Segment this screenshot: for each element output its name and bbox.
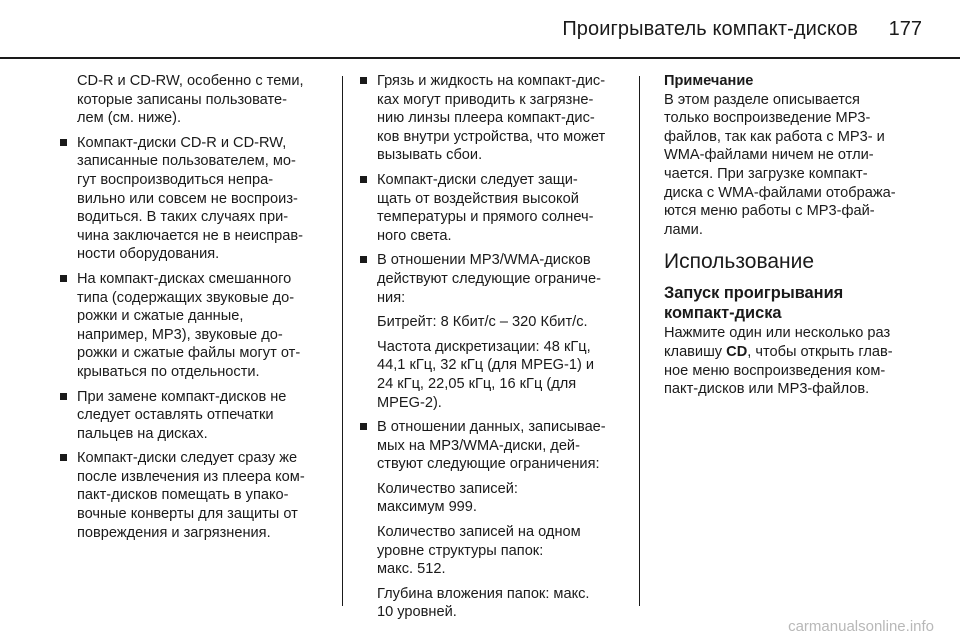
instruction-paragraph: Нажмите один или несколько раз клавишу CD, чтобы открыть глав- ное меню воспроизведения ком- пакт-дисков или MP3-файлов. (664, 325, 893, 398)
folder-depth-text: Глубина вложения папок: макс. 10 уровней. (377, 585, 590, 621)
bullet-cdr-cdrw: Компакт-диски CD-R и CD-RW, записанные пользователем, мо- гут воспроизводиться непра- вильно или совсем не воспроиз- водиться. В таких случаях при- чина заключается не в неисправ- ности оборудования. (56, 134, 332, 264)
column-divider-1 (342, 76, 343, 606)
bullet-envelopes: Компакт-диски следует сразу же после извлечения из плеера ком- пакт-дисков помещать в упако- вочные конверты для защиты от повреждения и загрязнения. (56, 449, 332, 542)
note-block: Примечание В этом разделе описывается только воспроизведение MP3- файлов, так как работа с MP3- и WMA-файлами ничем не отли- чается. При загрузке компакт- диска с WMA-файлами отобража- ются меню работы с MP3-фай- лами. (664, 72, 926, 239)
bullet-dirt-liquid: Грязь и жидкость на компакт-дис- ках могут приводить к загрязне- нию линзы плеера компакт-дис- ков внутри устройства, что может вызывать сбои. (356, 72, 634, 165)
bullet-marker-icon (60, 275, 67, 282)
note-title: Примечание (664, 73, 754, 89)
section-heading: Использование (664, 250, 815, 274)
bitrate-text: Битрейт: 8 Кбит/с – 320 Кбит/с. (377, 314, 588, 331)
bullet-marker-icon (60, 393, 67, 400)
bullet-heat-sun: Компакт-диски следует защи- щать от воздействия высокой температуры и прямого солнеч- ного света. (356, 171, 634, 245)
watermark: carmanualsonline.info (788, 618, 934, 635)
sampling-rate-text: Частота дискретизации: 48 кГц, 44,1 кГц, 32 кГц (для MPEG-1) и 24 кГц, 22,05 кГц, 16 кГц (для MPEG-2). (377, 338, 595, 411)
page-number: 177 (888, 18, 922, 40)
bullet-marker-icon (60, 139, 67, 146)
header-divider (0, 57, 960, 59)
bullet-mp3-wma-limits: В отношении MP3/WMA-дисков действуют следующие ограниче- ния: (356, 251, 634, 307)
intro-continuation: CD-R и CD-RW, особенно с теми, которые записаны пользовате- лем (см. ниже). (77, 73, 304, 127)
bullet-data-limits: В отношении данных, записывае- мых на MP3/WMA-диски, дей- ствуют следующие ограничения: (356, 418, 634, 474)
column-divider-2 (639, 76, 640, 606)
bullet-marker-icon (360, 176, 367, 183)
bullet-marker-icon (360, 423, 367, 430)
bullet-marker-icon (360, 256, 367, 263)
cd-key-label: CD (726, 343, 748, 360)
column-left (56, 72, 332, 548)
records-per-folder-text: Количество записей на одном уровне структуры папок: макс. 512. (377, 524, 581, 578)
column-right (664, 72, 926, 399)
bullet-fingerprints: При замене компакт-дисков не следует оставлять отпечатки пальцев на дисках. (56, 388, 332, 444)
column-middle (356, 72, 634, 628)
bullet-marker-icon (60, 454, 67, 461)
page-header-title: Проигрыватель компакт-дисков (562, 18, 858, 40)
bullet-mixed-cd: На компакт-дисках смешанного типа (содержащих звуковые до- рожки и сжатые данные, например, MP3), звуковые до- рожки и сжатые файлы могут от- крываться по отдельности. (56, 270, 332, 382)
records-count-text: Количество записей: максимум 999. (377, 480, 518, 516)
subsection-heading: Запуск проигрывания компакт-диска (664, 284, 844, 323)
bullet-marker-icon (360, 77, 367, 84)
